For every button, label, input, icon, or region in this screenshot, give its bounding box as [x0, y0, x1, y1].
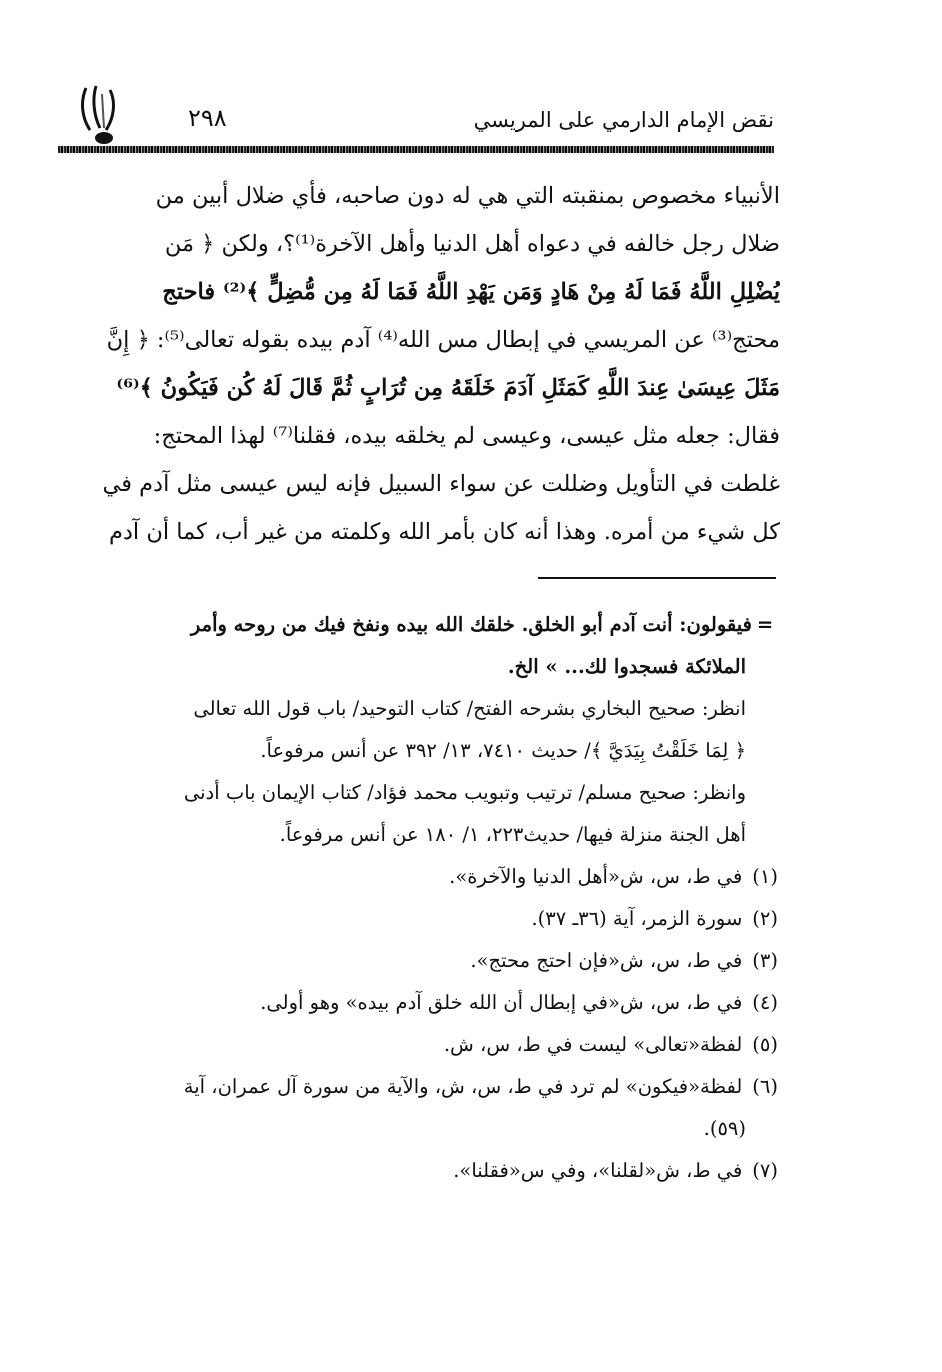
book-title: نقض الإمام الدارمي على المريسي — [473, 108, 774, 132]
footnote-continuation-line: ﴿ لِمَا خَلَقْتُ بِيَدَيَّ ﴾/ حديث ٧٤١٠، ١٣/ ٣٩٢ عن أنس مرفوعاً. — [260, 739, 746, 762]
footnote-item — [62, 1066, 778, 1108]
footnote-item — [62, 856, 778, 898]
footnote-number: (٦) — [752, 1075, 778, 1098]
main-text — [62, 172, 780, 556]
page-number: ٢٩٨ — [188, 104, 227, 132]
text-line: ضلال رجل خالفه في دعواه أهل الدنيا وأهل الآخرة⁽¹⁾؟، ولكن ﴿ مَن — [164, 231, 780, 257]
text-line: الأنبياء مخصوص بمنقبته التي هي له دون صاحبه، فأي ضلال أبين من — [155, 183, 780, 209]
text-line: غلطت في التأويل وضللت عن سواء السبيل فإنه ليس عيسى مثل آدم في — [102, 471, 780, 497]
header-rule — [58, 146, 774, 153]
footnote-number: (١) — [752, 865, 778, 888]
footnote-continuation-line: الملائكة فسجدوا لك... » الخ. — [507, 655, 746, 678]
footnote-continuation-line — [62, 604, 778, 646]
footnote-item — [62, 982, 778, 1024]
text-line: فقال: جعله مثل عيسى، وعيسى لم يخلقه بيده، فقلنا⁽⁷⁾ لهذا المحتج: — [153, 423, 780, 449]
footnotes — [62, 604, 778, 1192]
footnote-text: في ط، س، ش«في إبطال أن الله خلق آدم بيده» وهو أولى. — [260, 991, 743, 1014]
page-header — [58, 84, 774, 154]
footnote-number: (٣) — [752, 949, 778, 972]
footnote-number: (٤) — [752, 991, 778, 1014]
footnote-item — [62, 940, 778, 982]
footnote-item — [62, 1150, 778, 1192]
footnote-item — [62, 898, 778, 940]
footnote-text: سورة الزمر، آية (٣٦ـ ٣٧). — [531, 907, 743, 930]
footnote-number: (٧) — [752, 1159, 778, 1182]
text-line: كل شيء من أمره. وهذا أنه كان بأمر الله وكلمته من غير أب، كما أن آدم — [108, 519, 780, 545]
quill-inkwell-icon — [76, 84, 128, 146]
quran-verse-line: مَثَلَ عِيسَىٰ عِندَ اللَّهِ كَمَثَلِ آدَمَ خَلَقَهُ مِن تُرَابٍ ثُمَّ قَالَ لَهُ كُن فَيَكُونُ ﴾⁽⁶⁾ — [116, 375, 780, 401]
footnote-text: في ط، س، ش«فإن احتج محتج». — [470, 949, 743, 972]
footnote-number: (٢) — [752, 907, 778, 930]
footnote-number: (٥) — [752, 1033, 778, 1056]
footnote-continuation-line: وانظر: صحيح مسلم/ ترتيب وتبويب محمد فؤاد/ كتاب الإيمان باب أدنى — [183, 781, 746, 804]
footnote-text: في ط، س، ش«أهل الدنيا والآخرة». — [449, 865, 743, 888]
text-line: محتج⁽³⁾ عن المريسي في إبطال مس الله⁽⁴⁾ آدم بيده بقوله تعالى⁽⁵⁾: ﴿ إِنَّ — [106, 327, 780, 353]
footnote-item — [62, 1024, 778, 1066]
footnote-text: لفظة«فيكون» لم ترد في ط، س، ش، والآية من سورة آل عمران، آية — [183, 1075, 743, 1098]
footnote-text: لفظة«تعالى» ليست في ط، س، ش. — [443, 1033, 743, 1056]
footnote-continuation-line: أهل الجنة منزلة فيها/ حديث٢٢٣، ١/ ١٨٠ عن أنس مرفوعاً. — [279, 823, 746, 846]
continuation-marker: = — [756, 613, 774, 636]
footnote-item-continuation — [62, 1108, 778, 1150]
quran-verse-line: يُضْلِلِ اللَّهُ فَمَا لَهُ مِنْ هَادٍ وَمَن يَهْدِ اللَّهُ فَمَا لَهُ مِن مُّضِلٍّ ﴾⁽²⁾ فاحتج — [162, 279, 780, 305]
footnote-divider — [538, 577, 776, 579]
footnote-text: (٥٩). — [703, 1117, 746, 1140]
footnote-text: في ط، ش«لقلنا»، وفي س«فقلنا». — [453, 1159, 743, 1182]
footnote-continuation-line: انظر: صحيح البخاري بشرحه الفتح/ كتاب التوحيد/ باب قول الله تعالى — [193, 697, 746, 720]
footnote-text: فيقولون: أنت آدم أبو الخلق. خلقك الله بيده ونفخ فيك من روحه وأمر — [190, 613, 752, 636]
